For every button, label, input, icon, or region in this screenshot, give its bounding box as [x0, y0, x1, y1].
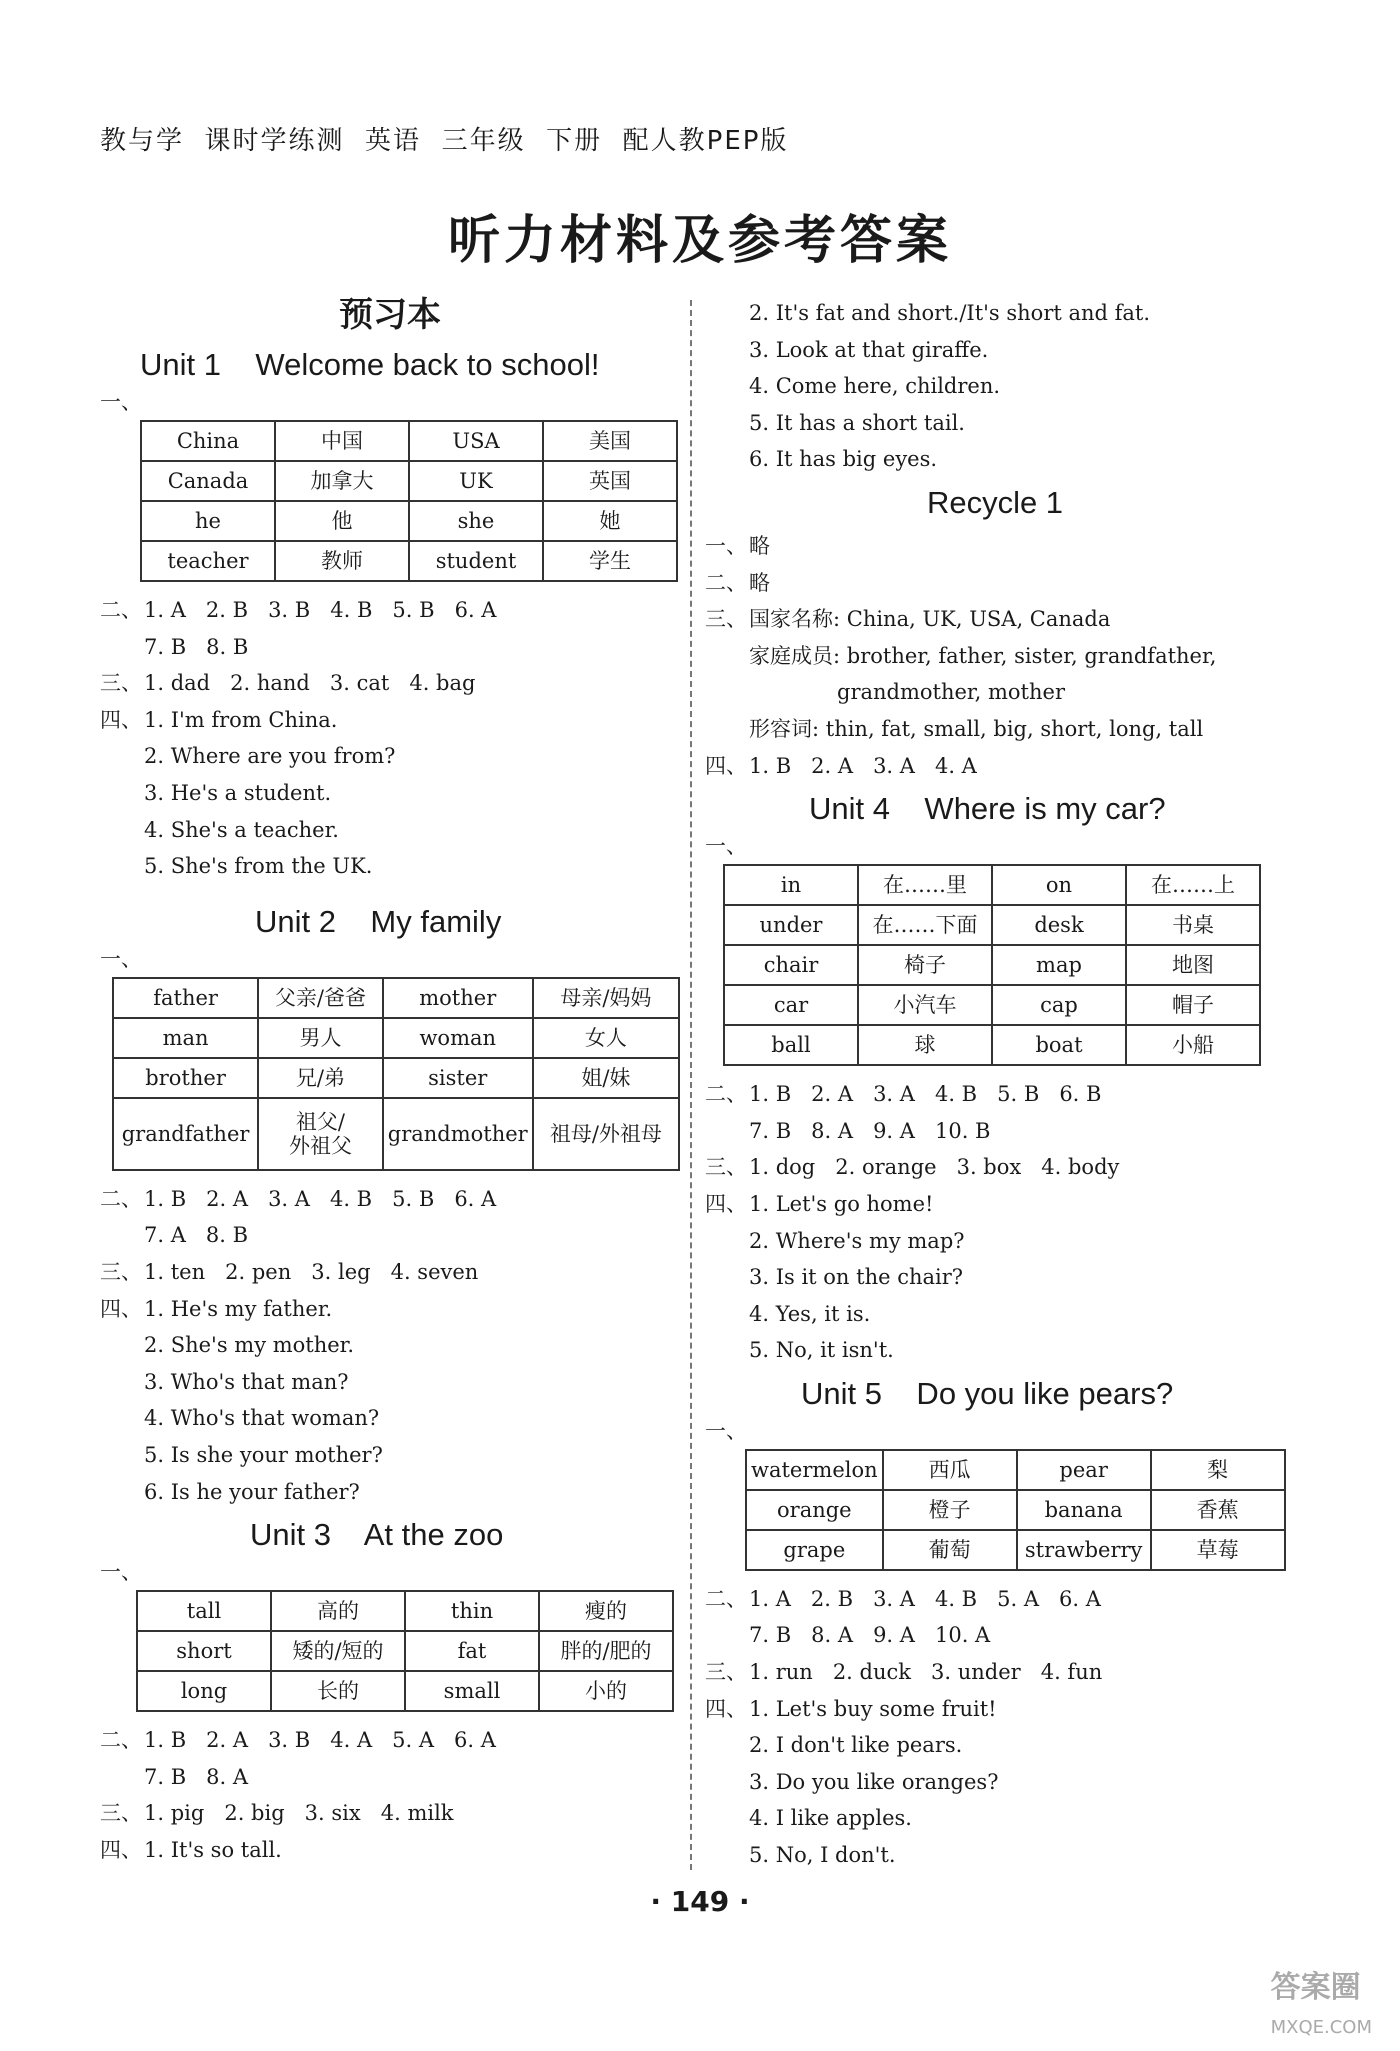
answer-line	[705, 638, 1325, 675]
vocab-english: boat	[992, 1025, 1126, 1065]
question-number: 四、	[100, 1296, 142, 1321]
question-number: 二、	[100, 1728, 142, 1753]
vocab-row	[141, 501, 677, 541]
left-column	[100, 290, 680, 1868]
vocab-english: sister	[383, 1058, 533, 1098]
answer-text: 2. I don't like pears.	[749, 1733, 963, 1758]
vocab-english: Canada	[141, 461, 275, 501]
answer-line	[705, 748, 1325, 785]
answer-line	[705, 1332, 1325, 1369]
answer-text: 7. A 8. B	[144, 1223, 249, 1248]
unit5-answers	[705, 1581, 1325, 1874]
answer-line	[100, 1437, 680, 1474]
answer-line	[100, 629, 680, 666]
answer-line	[705, 1617, 1325, 1654]
answer-line	[705, 1259, 1325, 1296]
unit2-title: Unit 2 My family	[255, 903, 502, 939]
vocab-chinese: 球	[858, 1025, 992, 1065]
answer-text: 1. run 2. duck 3. under 4. fun	[749, 1660, 1103, 1685]
vocab-row	[113, 1098, 679, 1170]
question-number: 四、	[705, 1191, 747, 1216]
answer-text: 7. B 8. A	[144, 1764, 249, 1789]
vocab-chinese: 矮的/短的	[271, 1631, 405, 1671]
answer-line	[100, 738, 680, 775]
vocab-chinese: 学生	[543, 541, 677, 581]
vocab-chinese: 祖父/ 外祖父	[258, 1098, 383, 1170]
answer-line	[100, 848, 680, 885]
answer-text: 4. She's a teacher.	[144, 817, 339, 842]
answer-line	[705, 711, 1325, 748]
answer-text: 4. Who's that woman?	[144, 1406, 380, 1431]
vocab-row	[724, 1025, 1260, 1065]
vocab-english: map	[992, 945, 1126, 985]
vocab-row	[113, 978, 679, 1018]
vocab-row	[724, 985, 1260, 1025]
unit3-title: Unit 3 At the zoo	[250, 1517, 504, 1553]
vocab-chinese: 书桌	[1126, 905, 1260, 945]
vocab-chinese: 美国	[543, 421, 677, 461]
vocab-chinese: 男人	[258, 1018, 383, 1058]
vocab-english: watermelon	[746, 1450, 883, 1490]
answer-text: 略	[749, 533, 770, 558]
vocab-row	[141, 541, 677, 581]
question-number: 二、	[100, 1186, 142, 1211]
answer-line	[100, 1795, 680, 1832]
vocab-english: thin	[405, 1591, 539, 1631]
answer-line	[100, 665, 680, 702]
answer-text: 1. B 2. A 3. A 4. B 5. B 6. B	[749, 1082, 1102, 1107]
vocab-chinese: 姐/妹	[533, 1058, 679, 1098]
unit1-vocab-table	[140, 420, 678, 582]
answer-text: grandmother, mother	[837, 680, 1065, 705]
book-header: 教与学 课时学练测 英语 三年级 下册 配人教PEP版	[100, 126, 789, 156]
answer-line	[705, 1296, 1325, 1333]
vocab-english: small	[405, 1671, 539, 1711]
answer-text: 1. A 2. B 3. A 4. B 5. A 6. A	[749, 1586, 1101, 1611]
vocab-english: grape	[746, 1530, 883, 1570]
vocab-english: orange	[746, 1490, 883, 1530]
answer-line	[705, 601, 1325, 638]
answer-line	[100, 1722, 680, 1759]
right-column	[705, 295, 1325, 1874]
answer-line: 2. It's fat and short./It's short and fat.	[749, 301, 1151, 325]
answer-text: 7. B 8. A 9. A 10. B	[749, 1118, 991, 1143]
question-number: 三、	[705, 1155, 747, 1180]
answer-line	[100, 1759, 680, 1796]
unit4-answers	[705, 1076, 1325, 1369]
answer-text: 1. dad 2. hand 3. cat 4. bag	[144, 671, 476, 696]
question-number: 二、	[100, 598, 142, 622]
answer-line: 5. It has a short tail.	[749, 410, 965, 435]
answer-text: 3. He's a student.	[144, 780, 332, 805]
unit3-continued	[705, 295, 1325, 478]
answer-text: 3. Do you like oranges?	[749, 1769, 999, 1794]
answer-text: 家庭成员: brother, father, sister, grandfather,	[749, 643, 1217, 668]
vocab-chinese: 中国	[275, 421, 409, 461]
answer-text: 6. Is he your father?	[144, 1479, 360, 1504]
vocab-english: long	[137, 1671, 271, 1711]
question-number: 三、	[100, 1259, 142, 1284]
answer-text: 1. He's my father.	[144, 1296, 333, 1321]
answer-text: 7. B 8. A 9. A 10. A	[749, 1623, 991, 1648]
vocab-chinese: 加拿大	[275, 461, 409, 501]
answer-text: 国家名称: China, UK, USA, Canada	[749, 607, 1111, 632]
vocab-english: brother	[113, 1058, 258, 1098]
vocab-row	[141, 461, 677, 501]
vocab-english: car	[724, 985, 858, 1025]
unit4-table-marker: 一、	[705, 834, 747, 859]
vocab-chinese: 女人	[533, 1018, 679, 1058]
vocab-row	[724, 945, 1260, 985]
vocab-english: student	[409, 541, 543, 581]
vocab-english: on	[992, 865, 1126, 905]
answer-text: 2. Where are you from?	[144, 744, 396, 769]
vocab-english: teacher	[141, 541, 275, 581]
vocab-chinese: 小汽车	[858, 985, 992, 1025]
vocab-row	[113, 1018, 679, 1058]
vocab-chinese: 草莓	[1151, 1530, 1285, 1570]
vocab-english: father	[113, 978, 258, 1018]
vocab-english: grandfather	[113, 1098, 258, 1170]
unit2-vocab-table	[112, 977, 680, 1171]
answer-text: 1. B 2. A 3. A 4. A	[749, 753, 977, 778]
answer-line	[705, 1727, 1325, 1764]
unit3-answers	[100, 1722, 680, 1868]
answer-text: 7. B 8. B	[144, 634, 249, 659]
vocab-english: fat	[405, 1631, 539, 1671]
vocab-english: USA	[409, 421, 543, 461]
unit4-title: Unit 4 Where is my car?	[809, 791, 1166, 827]
answer-line	[705, 528, 1325, 565]
watermark-url: MXQE.COM	[1270, 2017, 1372, 2038]
answer-line	[100, 1254, 680, 1291]
vocab-chinese: 他	[275, 501, 409, 541]
vocab-row	[141, 421, 677, 461]
answer-line	[705, 1837, 1325, 1874]
answer-line	[100, 1181, 680, 1218]
vocab-english: under	[724, 905, 858, 945]
vocab-row	[137, 1671, 673, 1711]
answer-text: 4. I like apples.	[749, 1806, 912, 1831]
vocab-chinese: 香蕉	[1151, 1490, 1285, 1530]
answer-line	[705, 1223, 1325, 1260]
answer-line	[100, 775, 680, 812]
vocab-english: mother	[383, 978, 533, 1018]
answer-text: 4. Yes, it is.	[749, 1301, 871, 1326]
answer-line	[705, 1800, 1325, 1837]
vocab-chinese: 祖母/外祖母	[533, 1098, 679, 1170]
answer-line	[705, 1691, 1325, 1728]
answer-line: 4. Come here, children.	[749, 374, 1001, 399]
unit1-table-marker: 一、	[100, 390, 142, 414]
page-number: · 149 ·	[650, 1885, 750, 1918]
answer-text: 1. dog 2. orange 3. box 4. body	[749, 1155, 1120, 1180]
answer-line	[100, 1832, 680, 1869]
vocab-english: woman	[383, 1018, 533, 1058]
answer-line: 3. Look at that giraffe.	[749, 337, 989, 362]
answer-line	[100, 812, 680, 849]
vocab-chinese: 椅子	[858, 945, 992, 985]
vocab-row	[746, 1490, 1285, 1530]
question-number: 四、	[705, 753, 747, 778]
watermark-logo	[1271, 1962, 1372, 2041]
answer-line	[705, 1581, 1325, 1618]
vocab-english: desk	[992, 905, 1126, 945]
vocab-chinese: 长的	[271, 1671, 405, 1711]
answer-line	[705, 1076, 1325, 1113]
question-number: 二、	[705, 1082, 747, 1107]
answer-line	[100, 702, 680, 739]
vocab-english: UK	[409, 461, 543, 501]
answer-text: 1. B 2. A 3. A 4. B 5. B 6. A	[144, 1186, 497, 1211]
unit3-table-marker: 一、	[100, 1560, 142, 1585]
vocab-english: she	[409, 501, 543, 541]
column-divider	[690, 300, 692, 1870]
unit4-vocab-table	[723, 864, 1261, 1066]
vocab-chinese: 小船	[1126, 1025, 1260, 1065]
answer-line: 6. It has big eyes.	[749, 447, 938, 472]
unit5-vocab-table	[745, 1449, 1286, 1571]
vocab-chinese: 橙子	[883, 1490, 1017, 1530]
vocab-row	[746, 1530, 1285, 1570]
unit2-answers	[100, 1181, 680, 1510]
vocab-english: short	[137, 1631, 271, 1671]
vocab-chinese: 小的	[539, 1671, 673, 1711]
recycle1-answers	[705, 528, 1325, 784]
question-number: 一、	[705, 533, 747, 558]
unit1-answers	[100, 592, 680, 885]
vocab-english: he	[141, 501, 275, 541]
vocab-chinese: 高的	[271, 1591, 405, 1631]
vocab-row	[724, 905, 1260, 945]
answer-line	[100, 1327, 680, 1364]
answer-text: 1. I'm from China.	[144, 707, 338, 732]
vocab-chinese: 梨	[1151, 1450, 1285, 1490]
answer-line	[705, 1113, 1325, 1150]
vocab-chinese: 母亲/妈妈	[533, 978, 679, 1018]
vocab-chinese: 她	[543, 501, 677, 541]
vocab-chinese: 兄/弟	[258, 1058, 383, 1098]
answer-text: 略	[749, 570, 770, 595]
vocab-chinese: 英国	[543, 461, 677, 501]
question-number: 三、	[705, 607, 747, 632]
answer-text: 5. Is she your mother?	[144, 1442, 383, 1467]
vocab-row	[746, 1450, 1285, 1490]
recycle1-title: Recycle 1	[926, 484, 1064, 520]
answer-line	[100, 592, 680, 629]
unit3-vocab-table	[136, 1590, 674, 1712]
vocab-english: cap	[992, 985, 1126, 1025]
unit2-table-marker: 一、	[100, 946, 142, 971]
vocab-english: banana	[1017, 1490, 1151, 1530]
vocab-english: strawberry	[1017, 1530, 1151, 1570]
question-number: 三、	[100, 1801, 142, 1826]
answer-text: 3. Who's that man?	[144, 1369, 349, 1394]
vocab-row	[137, 1591, 673, 1631]
page-title: 听力材料及参考答案	[447, 211, 952, 271]
vocab-row	[137, 1631, 673, 1671]
answer-line	[100, 1474, 680, 1511]
vocab-chinese: 在……下面	[858, 905, 992, 945]
answer-line	[705, 565, 1325, 602]
answer-text: 1. B 2. A 3. B 4. A 5. A 6. A	[144, 1728, 496, 1753]
vocab-chinese: 教师	[275, 541, 409, 581]
vocab-chinese: 瘦的	[539, 1591, 673, 1631]
answer-text: 2. Where's my map?	[749, 1228, 965, 1253]
answer-text: 1. It's so tall.	[144, 1837, 282, 1862]
answer-text: 1. A 2. B 3. B 4. B 5. B 6. A	[144, 598, 497, 622]
answer-line	[100, 1364, 680, 1401]
answer-text: 1. ten 2. pen 3. leg 4. seven	[144, 1259, 479, 1284]
question-number: 三、	[100, 671, 142, 696]
question-number: 四、	[100, 707, 142, 732]
vocab-chinese: 父亲/爸爸	[258, 978, 383, 1018]
answer-line	[705, 1654, 1325, 1691]
answer-line	[705, 674, 1325, 711]
answer-line	[100, 1291, 680, 1328]
vocab-row	[724, 865, 1260, 905]
unit5-title: Unit 5 Do you like pears?	[801, 1375, 1174, 1411]
answer-line	[705, 1149, 1325, 1186]
answer-line	[705, 1186, 1325, 1223]
unit5-table-marker: 一、	[705, 1418, 747, 1443]
question-number: 二、	[705, 570, 747, 595]
answer-line	[100, 1400, 680, 1437]
vocab-chinese: 胖的/肥的	[539, 1631, 673, 1671]
question-number: 四、	[100, 1837, 142, 1862]
vocab-chinese: 西瓜	[883, 1450, 1017, 1490]
answer-text: 1. Let's go home!	[749, 1191, 934, 1216]
answer-text: 5. No, I don't.	[749, 1843, 896, 1868]
vocab-chinese: 地图	[1126, 945, 1260, 985]
question-number: 四、	[705, 1696, 747, 1721]
vocab-english: tall	[137, 1591, 271, 1631]
question-number: 二、	[705, 1586, 747, 1611]
answer-text: 1. Let's buy some fruit!	[749, 1696, 997, 1721]
vocab-chinese: 在……上	[1126, 865, 1260, 905]
vocab-english: pear	[1017, 1450, 1151, 1490]
answer-text: 5. She's from the UK.	[144, 854, 373, 879]
vocab-chinese: 帽子	[1126, 985, 1260, 1025]
question-number: 三、	[705, 1660, 747, 1685]
vocab-chinese: 葡萄	[883, 1530, 1017, 1570]
vocab-english: chair	[724, 945, 858, 985]
answer-text: 2. She's my mother.	[144, 1333, 355, 1358]
answer-text: 1. pig 2. big 3. six 4. milk	[144, 1801, 454, 1826]
answer-text: 形容词: thin, fat, small, big, short, long, tall	[749, 716, 1204, 741]
vocab-english: man	[113, 1018, 258, 1058]
answer-line	[705, 1764, 1325, 1801]
vocab-english: grandmother	[383, 1098, 533, 1170]
vocab-chinese: 在……里	[858, 865, 992, 905]
answer-line	[100, 1217, 680, 1254]
answer-text: 3. Is it on the chair?	[749, 1265, 964, 1290]
vocab-english: China	[141, 421, 275, 461]
watermark-text: 答案圈	[1270, 1970, 1361, 2005]
vocab-english: in	[724, 865, 858, 905]
answer-text: 5. No, it isn't.	[749, 1338, 894, 1363]
vocab-row	[113, 1058, 679, 1098]
section-title: 预习本	[339, 295, 441, 335]
vocab-english: ball	[724, 1025, 858, 1065]
unit1-title: Unit 1 Welcome back to school!	[140, 347, 600, 382]
